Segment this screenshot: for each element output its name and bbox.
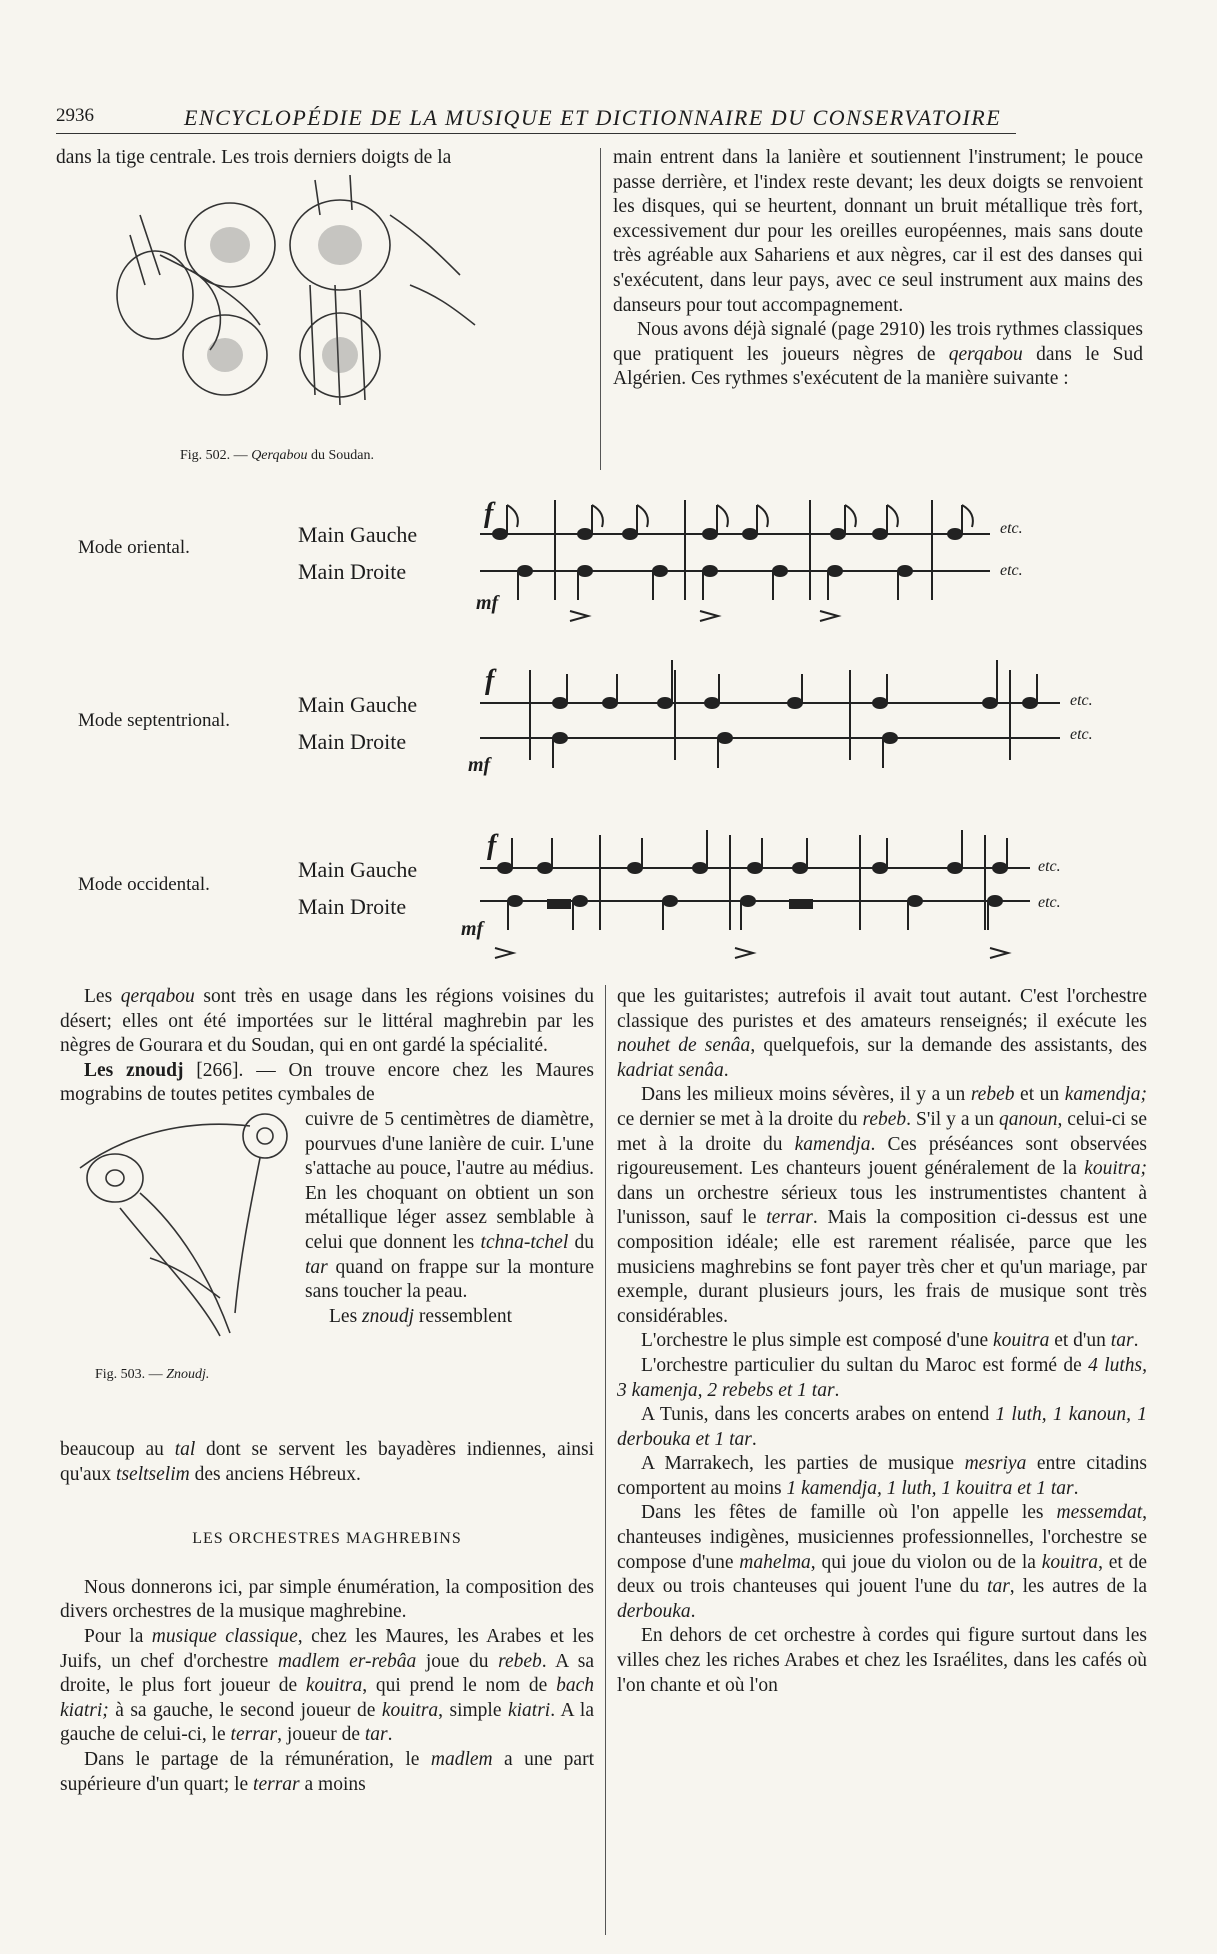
paragraph: Les qerqabou sont très en usage dans les régions voisines du désert; elles ont été importées sur le littéral maghrebin par les nègres de Gourara et du Soudan, qui en ont gardé la spécialité. (60, 986, 595, 1057)
page-number: 2936 (56, 105, 94, 126)
paragraph: Pour la musique classique, chez les Maures, les Arabes et les Juifs, un chef d'orchestre madlem er-rebâa joue du rebeb. A sa droite, le plus fort joueur de kouitra, qui prend le nom de bach kiatri; à sa gauche, le second joueur de kouitra, simple kiatri. A la gauche de celui-ci, le terrar, joueur de tar. (60, 1625, 594, 1746)
paragraph: Dans les fêtes de famille où l'on appelle les messemdat, chanteuses indigènes, musiciennes professionnelles, l'orchestre se compose d'une mahelma, qui joue du violon ou de la kouitra, et de deux ou trois chanteuses qui jouent l'une du tar, les autres de la derbouka. (617, 1502, 1147, 1622)
hand-labels-2: Main Gauche Main Droite (298, 692, 418, 754)
mode-occidental-label: Mode occidental. (78, 874, 210, 895)
etc-label: etc. (1070, 692, 1093, 709)
dynamic-mezzo-forte: mf (461, 918, 484, 940)
paragraph: beaucoup au tal dont se servent les bayadères indiennes, ainsi qu'aux tseltselim des anciens Hébreux. (60, 1438, 594, 1485)
dynamic-mezzo-forte: mf (476, 592, 499, 614)
etc-label: etc. (1038, 858, 1061, 875)
section-heading: LES ORCHESTRES MAGHREBINS (192, 1530, 462, 1548)
paragraph: Nous donnerons ici, par simple énumération, la composition des divers orchestres de la musique maghrebine. (60, 1576, 594, 1623)
dynamic-mezzo-forte: mf (468, 754, 491, 776)
znoudj-figure-block (60, 1108, 594, 1438)
znoudj-wrapped-text: cuivre de 5 centimètres de diamètre, pourvues d'une lanière de cuir. L'une s'attache au pouce, l'autre au médius. En les choquant on obtient un son métallique léger assez semblable à celui que donnent les tchna-tchel du tar quand on frappe sur la monture sans toucher la peau. Les znoudj ressemblent (305, 1108, 594, 1329)
caption-name: Qerqabou (251, 448, 308, 463)
dynamic-forte: f (487, 830, 497, 861)
etc-label: etc. (1070, 726, 1093, 743)
hand-labels-1: Main Gauche Main Droite (298, 522, 418, 584)
right-column (617, 985, 1147, 1698)
dynamic-forte: f (484, 498, 494, 529)
paragraph: que les guitaristes; autrefois il avait tout autant. C'est l'orchestre classique des puristes et des amateurs renseignés; il exécute les nouhet de senâa, quelquefois, sur la demande des assistants, des kadriat senâa. (617, 986, 1148, 1081)
paragraph: main entrent dans la lanière et soutiennent l'instrument; le pouce passe derrière, et l'index reste devant; les deux doigts se renvoient les disques, qui se heurtent, donnant un bruit métallique très fort, excessivement dur pour les oreilles européennes, mais sans doute très agréable aux Sahariens et aux nègres, car il est des danses qui s'exécutent, dans leur pays, avec ce seul instrument aux mains des danseurs pour tout accompagnement. (613, 147, 1143, 316)
hand-labels-3: Main Gauche Main Droite (298, 857, 418, 919)
paragraph: A Marrakech, les parties de musique mesriya entre citadins comportent au moins 1 kamendja, 1 luth, 1 kouitra et 1 tar. (617, 1453, 1148, 1499)
paragraph: En dehors de cet orchestre à cordes qui figure surtout dans les villes chez les riches Arabes et chez les Israélites, dans les cafés où l'on chante et où l'on (617, 1625, 1147, 1696)
figure-503-caption: Fig. 503. — Znoudj. (95, 1366, 210, 1382)
column-divider-bottom (605, 985, 606, 1935)
znoudj-illustration (60, 1108, 290, 1338)
mode-septentrional-label: Mode septentrional. (78, 710, 230, 731)
etc-label: etc. (1000, 562, 1023, 579)
paragraph: Les znoudj [266]. — On trouve encore chez les Maures mograbins de toutes petites cymbales de (60, 1059, 595, 1106)
etc-label: etc. (1000, 520, 1023, 537)
paragraph: Dans le partage de la rémunération, le madlem a une part supérieure d'un quart; le terrar a moins (60, 1748, 594, 1795)
dynamic-forte: f (485, 665, 495, 696)
paragraph: L'orchestre particulier du sultan du Maroc est formé de 4 luths, 3 kamenja, 2 rebebs et 1 tar. (617, 1354, 1147, 1401)
paragraph: Nous avons déjà signalé (page 2910) les trois rythmes classiques que pratiquent les joueurs nègres de qerqabou dans le Sud Algérien. Ces rythmes s'exécutent de la manière suivante : (613, 319, 1143, 390)
running-title: ENCYCLOPÉDIE DE LA MUSIQUE ET DICTIONNAIRE DU CONSERVATOIRE (184, 105, 1002, 130)
caption-suffix: du Soudan. (310, 448, 374, 463)
caption-prefix: Fig. 502. — (180, 448, 248, 463)
left-column (60, 985, 594, 1797)
paragraph: Dans les milieux moins sévères, il y a un rebeb et un kamendja; ce dernier se met à la droite du rebeb. S'il y a un qanoun, celui-ci se met à la droite du kamendja. Ces préséances sont observées rigoureusement. Les chanteurs jouent généralement de la kouitra; dans un orchestre sérieux tous les instrumentistes chantent à l'unisson, sauf le terrar. Mais la composition ci-dessus est une composition idéale; elle est rarement réalisée, parce que les musiciens maghrebins se font payer très cher et qu'un mariage, par exemple, durant plusieurs jours, les frais de musique sont très considérables. (617, 1084, 1147, 1327)
paragraph: A Tunis, dans les concerts arabes on entend 1 luth, 1 kanoun, 1 derbouka et 1 tar. (617, 1404, 1147, 1450)
paragraph: Les znoudj ressemblent (329, 1305, 513, 1327)
mode-oriental-label: Mode oriental. (78, 537, 190, 558)
continuation-line: dans la tige centrale. Les trois derniers doigts de la (56, 147, 452, 168)
etc-label: etc. (1038, 894, 1061, 911)
paragraph: L'orchestre le plus simple est composé d'une kouitra et d'un tar. (641, 1330, 1139, 1352)
